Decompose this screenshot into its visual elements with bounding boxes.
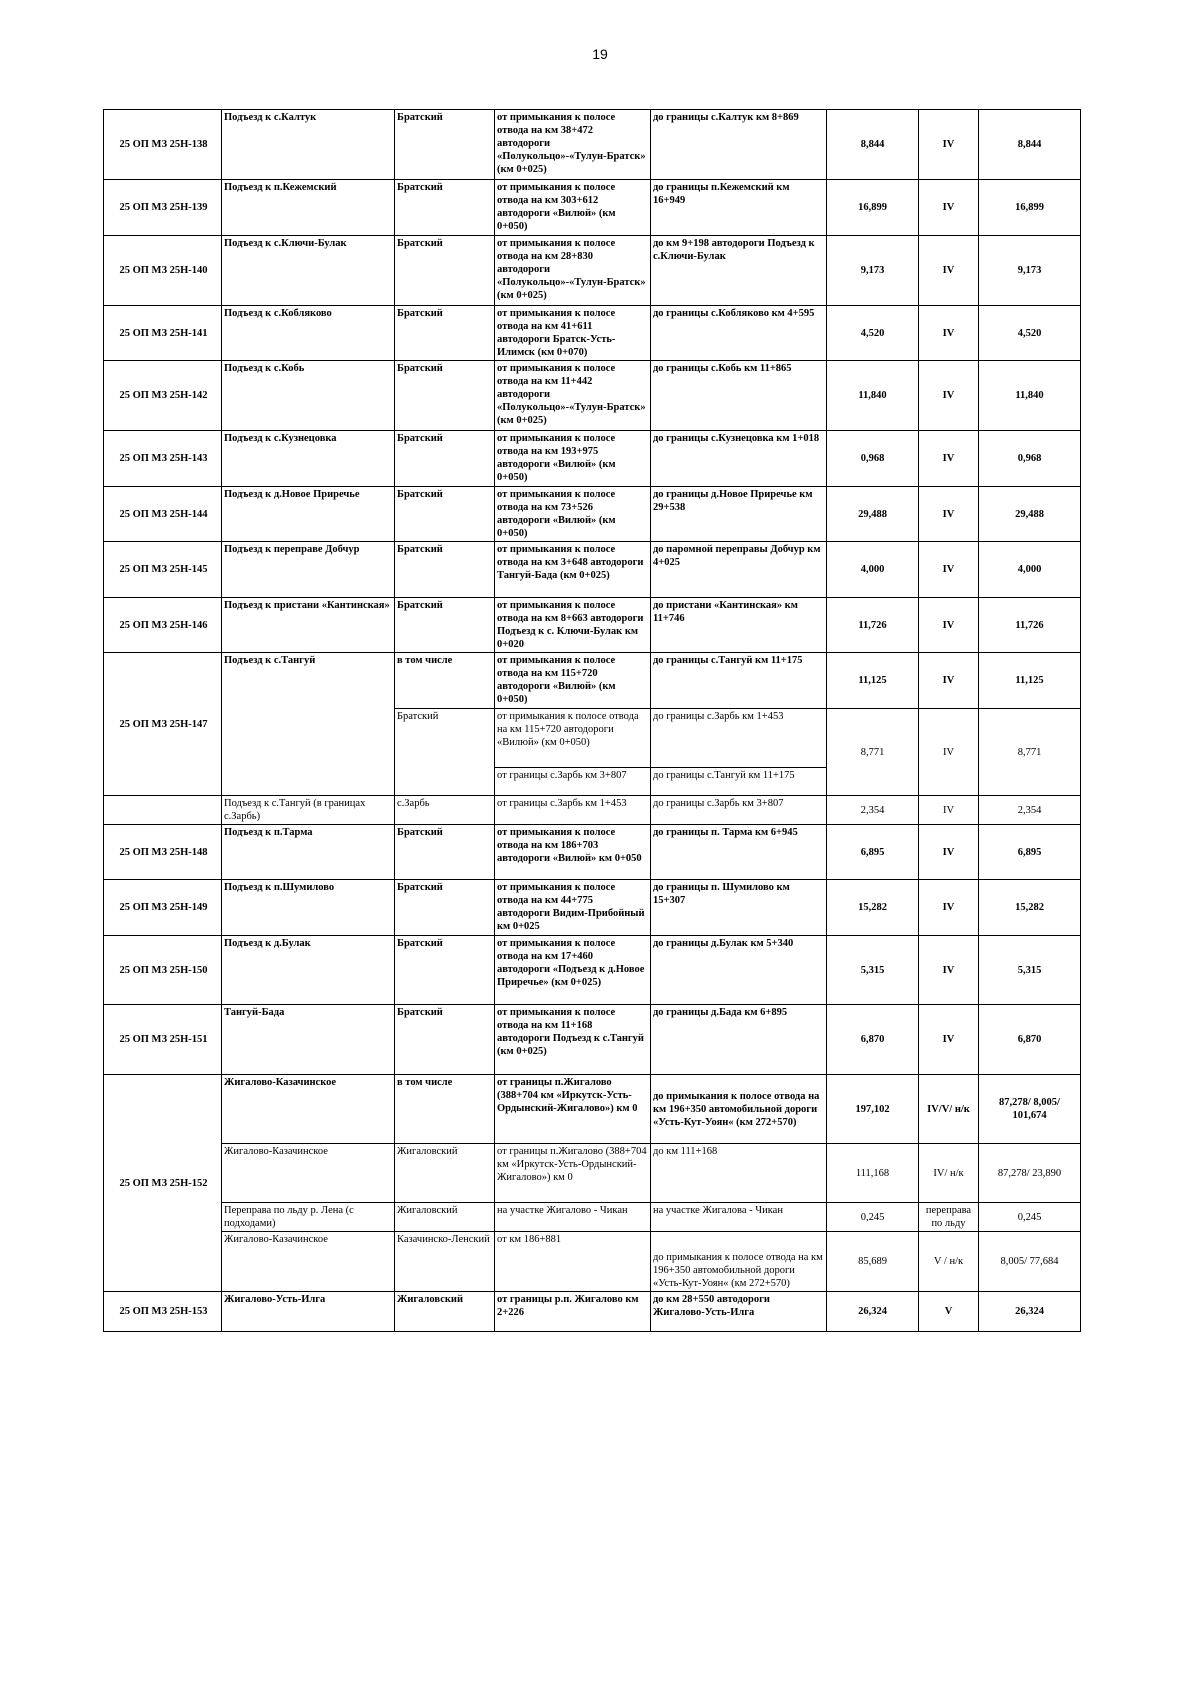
road-to: до км 111+168 [651, 1144, 827, 1203]
table-row [104, 1292, 1081, 1332]
road-name: Подъезд к с.Калтук [222, 110, 395, 180]
table-row [104, 1232, 1081, 1292]
road-from: от примыкания к полосе отвода на км 11+168 автодороги Подъезд к с.Тангуй (км 0+025) [495, 1005, 651, 1075]
road-from: от примыкания к полосе отвода на км 11+442 автодороги «Полукольцо»-«Тулун-Братск» (км 0+025) [495, 361, 651, 431]
table-row [104, 598, 1081, 653]
road-total: 6,870 [979, 1005, 1081, 1075]
road-from: от примыкания к полосе отвода на км 8+663 автодороги Подъезд к с. Ключи-Булак км 0+020 [495, 598, 651, 653]
road-category: IV [919, 542, 979, 598]
road-category: IV [919, 1005, 979, 1075]
table-row [104, 361, 1081, 431]
road-id: 25 ОП МЗ 25Н-139 [104, 180, 222, 236]
road-to: до км 28+550 автодороги Жигалово-Усть-Илга [651, 1292, 827, 1332]
road-id: 25 ОП МЗ 25Н-141 [104, 306, 222, 361]
road-to: до паромной переправы Добчур км 4+025 [651, 542, 827, 598]
road-id: 25 ОП МЗ 25Н-147 [104, 653, 222, 796]
road-total: 11,726 [979, 598, 1081, 653]
road-category: IV/V/ н/к [919, 1075, 979, 1144]
road-name: Подъезд к с.Ключи-Булак [222, 236, 395, 306]
road-category: IV [919, 598, 979, 653]
road-from: от примыкания к полосе отвода на км 41+611 автодороги Братск-Усть-Илимск (км 0+070) [495, 306, 651, 361]
road-length: 0,968 [827, 431, 919, 487]
road-length: 15,282 [827, 880, 919, 936]
road-from: от примыкания к полосе отвода на км 17+460 автодороги «Подъезд к д.Новое Приречье» (км 0+025) [495, 936, 651, 1005]
road-district: Братский [395, 880, 495, 936]
road-to: до границы с.Зарбь км 1+453 [651, 709, 827, 768]
road-name: Жигалово-Казачинское [222, 1232, 395, 1292]
road-to: до границы с.Кузнецовка км 1+018 [651, 431, 827, 487]
road-id: 25 ОП МЗ 25Н-151 [104, 1005, 222, 1075]
road-length: 6,895 [827, 825, 919, 880]
road-id: 25 ОП МЗ 25Н-138 [104, 110, 222, 180]
road-length: 85,689 [827, 1232, 919, 1292]
road-category: V / н/к [919, 1232, 979, 1292]
road-category: IV [919, 110, 979, 180]
road-from: от примыкания к полосе отвода на км 44+775 автодороги Видим-Прибойный км 0+025 [495, 880, 651, 936]
road-total: 2,354 [979, 796, 1081, 825]
road-from: от примыкания к полосе отвода на км 193+975 автодороги «Вилюй» (км 0+050) [495, 431, 651, 487]
road-district: Братский [395, 709, 495, 796]
road-district: Братский [395, 598, 495, 653]
table-row [104, 1005, 1081, 1075]
table-row [104, 880, 1081, 936]
road-from: от примыкания к полосе отвода на км 28+830 автодороги «Полукольцо»-«Тулун-Братск» (км 0+025) [495, 236, 651, 306]
table-row [104, 542, 1081, 598]
road-from: от границы с.Зарбь км 1+453 [495, 796, 651, 825]
road-from: от границы п.Жигалово (388+704 км «Иркутск-Усть-Ордынский-Жигалово») км 0 [495, 1075, 651, 1144]
road-to: до границы д.Булак км 5+340 [651, 936, 827, 1005]
road-id: 25 ОП МЗ 25Н-143 [104, 431, 222, 487]
road-from: от границы р.п. Жигалово км 2+226 [495, 1292, 651, 1332]
road-from: от примыкания к полосе отвода на км 73+526 автодороги «Вилюй» (км 0+050) [495, 487, 651, 542]
road-total: 87,278/ 23,890 [979, 1144, 1081, 1203]
road-length: 8,771 [827, 709, 919, 796]
road-to: до границы д.Бада км 6+895 [651, 1005, 827, 1075]
road-id: 25 ОП МЗ 25Н-142 [104, 361, 222, 431]
road-from: от примыкания к полосе отвода на км 115+720 автодороги «Вилюй» (км 0+050) [495, 709, 651, 768]
road-id: 25 ОП МЗ 25Н-140 [104, 236, 222, 306]
road-length: 16,899 [827, 180, 919, 236]
road-district: Братский [395, 431, 495, 487]
road-district: Братский [395, 236, 495, 306]
road-district: с.Зарбь [395, 796, 495, 825]
road-id: 25 ОП МЗ 25Н-145 [104, 542, 222, 598]
road-category: IV [919, 431, 979, 487]
road-length: 0,245 [827, 1203, 919, 1232]
road-category: V [919, 1292, 979, 1332]
road-to: до границы с.Тангуй км 11+175 [651, 653, 827, 709]
road-total: 8,771 [979, 709, 1081, 796]
road-id: 25 ОП МЗ 25Н-149 [104, 880, 222, 936]
road-total: 6,895 [979, 825, 1081, 880]
road-district: Братский [395, 825, 495, 880]
road-name: Подъезд к с.Кузнецовка [222, 431, 395, 487]
road-category: IV [919, 709, 979, 796]
road-to: до границы с.Зарбь км 3+807 [651, 796, 827, 825]
road-total: 0,245 [979, 1203, 1081, 1232]
table-row [104, 796, 1081, 825]
road-from: от границы п.Жигалово (388+704 км «Иркутск-Усть-Ордынский-Жигалово») км 0 [495, 1144, 651, 1203]
road-length: 111,168 [827, 1144, 919, 1203]
road-total: 9,173 [979, 236, 1081, 306]
road-total: 4,000 [979, 542, 1081, 598]
road-length: 5,315 [827, 936, 919, 1005]
table-row [104, 1144, 1081, 1203]
road-total: 4,520 [979, 306, 1081, 361]
road-length: 11,125 [827, 653, 919, 709]
road-category: IV/ н/к [919, 1144, 979, 1203]
road-name: Подъезд к с.Кобляково [222, 306, 395, 361]
road-id: 25 ОП МЗ 25Н-152 [104, 1075, 222, 1292]
page-number: 19 [592, 46, 608, 62]
road-name: Подъезд к переправе Добчур [222, 542, 395, 598]
table-row [104, 180, 1081, 236]
road-name: Подъезд к пристани «Кантинская» [222, 598, 395, 653]
road-name: Подъезд к п.Тарма [222, 825, 395, 880]
road-from: от границы с.Зарбь км 3+807 [495, 768, 651, 796]
road-district: Братский [395, 487, 495, 542]
road-length: 11,840 [827, 361, 919, 431]
road-category: IV [919, 306, 979, 361]
road-district: Братский [395, 361, 495, 431]
road-to: до границы д.Новое Приречье км 29+538 [651, 487, 827, 542]
roads-table [103, 109, 1081, 1332]
road-length: 29,488 [827, 487, 919, 542]
road-from: от примыкания к полосе отвода на км 38+472 автодороги «Полукольцо»-«Тулун-Братск» (км 0+025) [495, 110, 651, 180]
road-length: 4,000 [827, 542, 919, 598]
road-category: IV [919, 880, 979, 936]
road-category: IV [919, 653, 979, 709]
road-name: Жигалово-Усть-Илга [222, 1292, 395, 1332]
road-to: до границы п. Шумилово км 15+307 [651, 880, 827, 936]
road-length: 9,173 [827, 236, 919, 306]
table-row [104, 936, 1081, 1005]
road-name: Подъезд к п.Кежемский [222, 180, 395, 236]
road-name: Подъезд к п.Шумилово [222, 880, 395, 936]
road-length: 26,324 [827, 1292, 919, 1332]
road-total: 29,488 [979, 487, 1081, 542]
road-to: до границы с.Кобляково км 4+595 [651, 306, 827, 361]
road-category: IV [919, 180, 979, 236]
road-to: до примыкания к полосе отвода на км 196+350 автомобильной дороги «Усть-Кут-Уоян« (км 272+570) [651, 1075, 827, 1144]
road-total: 15,282 [979, 880, 1081, 936]
road-length: 197,102 [827, 1075, 919, 1144]
road-to: на участке Жигалова - Чикан [651, 1203, 827, 1232]
table-row [104, 431, 1081, 487]
road-total: 87,278/ 8,005/ 101,674 [979, 1075, 1081, 1144]
road-to: до км 9+198 автодороги Подъезд к с.Ключи-Булак [651, 236, 827, 306]
road-to: до примыкания к полосе отвода на км 196+350 автомобильной дороги «Усть-Кут-Уоян« (км 272+570) [651, 1232, 827, 1292]
road-district: Жигаловский [395, 1203, 495, 1232]
road-name: Подъезд к д.Новое Приречье [222, 487, 395, 542]
road-total: 26,324 [979, 1292, 1081, 1332]
table-row [104, 110, 1081, 180]
road-total: 8,844 [979, 110, 1081, 180]
road-id: 25 ОП МЗ 25Н-148 [104, 825, 222, 880]
road-category: IV [919, 936, 979, 1005]
road-total: 8,005/ 77,684 [979, 1232, 1081, 1292]
road-category: IV [919, 825, 979, 880]
table-row [104, 306, 1081, 361]
road-to: до границы с.Кобь км 11+865 [651, 361, 827, 431]
road-length: 8,844 [827, 110, 919, 180]
road-length: 11,726 [827, 598, 919, 653]
road-name: Жигалово-Казачинское [222, 1144, 395, 1203]
road-id: 25 ОП МЗ 25Н-144 [104, 487, 222, 542]
road-total: 11,125 [979, 653, 1081, 709]
road-district: Братский [395, 306, 495, 361]
road-district: Братский [395, 936, 495, 1005]
road-category: IV [919, 487, 979, 542]
road-district: Жигаловский [395, 1292, 495, 1332]
road-from: от примыкания к полосе отвода на км 3+648 автодороги Тангуй-Бада (км 0+025) [495, 542, 651, 598]
table-row [104, 487, 1081, 542]
road-from: на участке Жигалово - Чикан [495, 1203, 651, 1232]
road-name: Переправа по льду р. Лена (с подходами) [222, 1203, 395, 1232]
road-length: 4,520 [827, 306, 919, 361]
road-id: 25 ОП МЗ 25Н-153 [104, 1292, 222, 1332]
table-row [104, 1075, 1081, 1144]
road-name: Подъезд к с.Кобь [222, 361, 395, 431]
road-from: от км 186+881 [495, 1232, 651, 1292]
road-id: 25 ОП МЗ 25Н-146 [104, 598, 222, 653]
table-row [104, 1203, 1081, 1232]
road-name: Подъезд к д.Булак [222, 936, 395, 1005]
road-category: IV [919, 796, 979, 825]
road-district: Братский [395, 110, 495, 180]
road-total: 16,899 [979, 180, 1081, 236]
road-to: до границы п.Кежемский км 16+949 [651, 180, 827, 236]
road-length: 2,354 [827, 796, 919, 825]
table-row [104, 825, 1081, 880]
road-district: Братский [395, 1005, 495, 1075]
road-id-empty [104, 796, 222, 825]
road-category: переправа по льду [919, 1203, 979, 1232]
road-district: в том числе [395, 653, 495, 709]
table-row [104, 236, 1081, 306]
road-to: до пристани «Кантинская» км 11+746 [651, 598, 827, 653]
road-district: Казачинско-Ленский [395, 1232, 495, 1292]
road-name: Подъезд к с.Тангуй (в границах с.Зарбь) [222, 796, 395, 825]
road-name: Жигалово-Казачинское [222, 1075, 395, 1144]
road-category: IV [919, 361, 979, 431]
road-name: Подъезд к с.Тангуй [222, 653, 395, 796]
road-district: Жигаловский [395, 1144, 495, 1203]
road-total: 11,840 [979, 361, 1081, 431]
road-district: в том числе [395, 1075, 495, 1144]
table-row [104, 653, 1081, 709]
road-category: IV [919, 236, 979, 306]
road-to: до границы п. Тарма км 6+945 [651, 825, 827, 880]
road-total: 5,315 [979, 936, 1081, 1005]
road-total: 0,968 [979, 431, 1081, 487]
road-to: до границы с.Калтук км 8+869 [651, 110, 827, 180]
road-length: 6,870 [827, 1005, 919, 1075]
road-to: до границы с.Тангуй км 11+175 [651, 768, 827, 796]
road-district: Братский [395, 180, 495, 236]
road-from: от примыкания к полосе отвода на км 186+703 автодороги «Вилюй» км 0+050 [495, 825, 651, 880]
road-district: Братский [395, 542, 495, 598]
road-from: от примыкания к полосе отвода на км 303+612 автодороги «Вилюй» (км 0+050) [495, 180, 651, 236]
road-id: 25 ОП МЗ 25Н-150 [104, 936, 222, 1005]
road-name: Тангуй-Бада [222, 1005, 395, 1075]
road-from: от примыкания к полосе отвода на км 115+720 автодороги «Вилюй» (км 0+050) [495, 653, 651, 709]
